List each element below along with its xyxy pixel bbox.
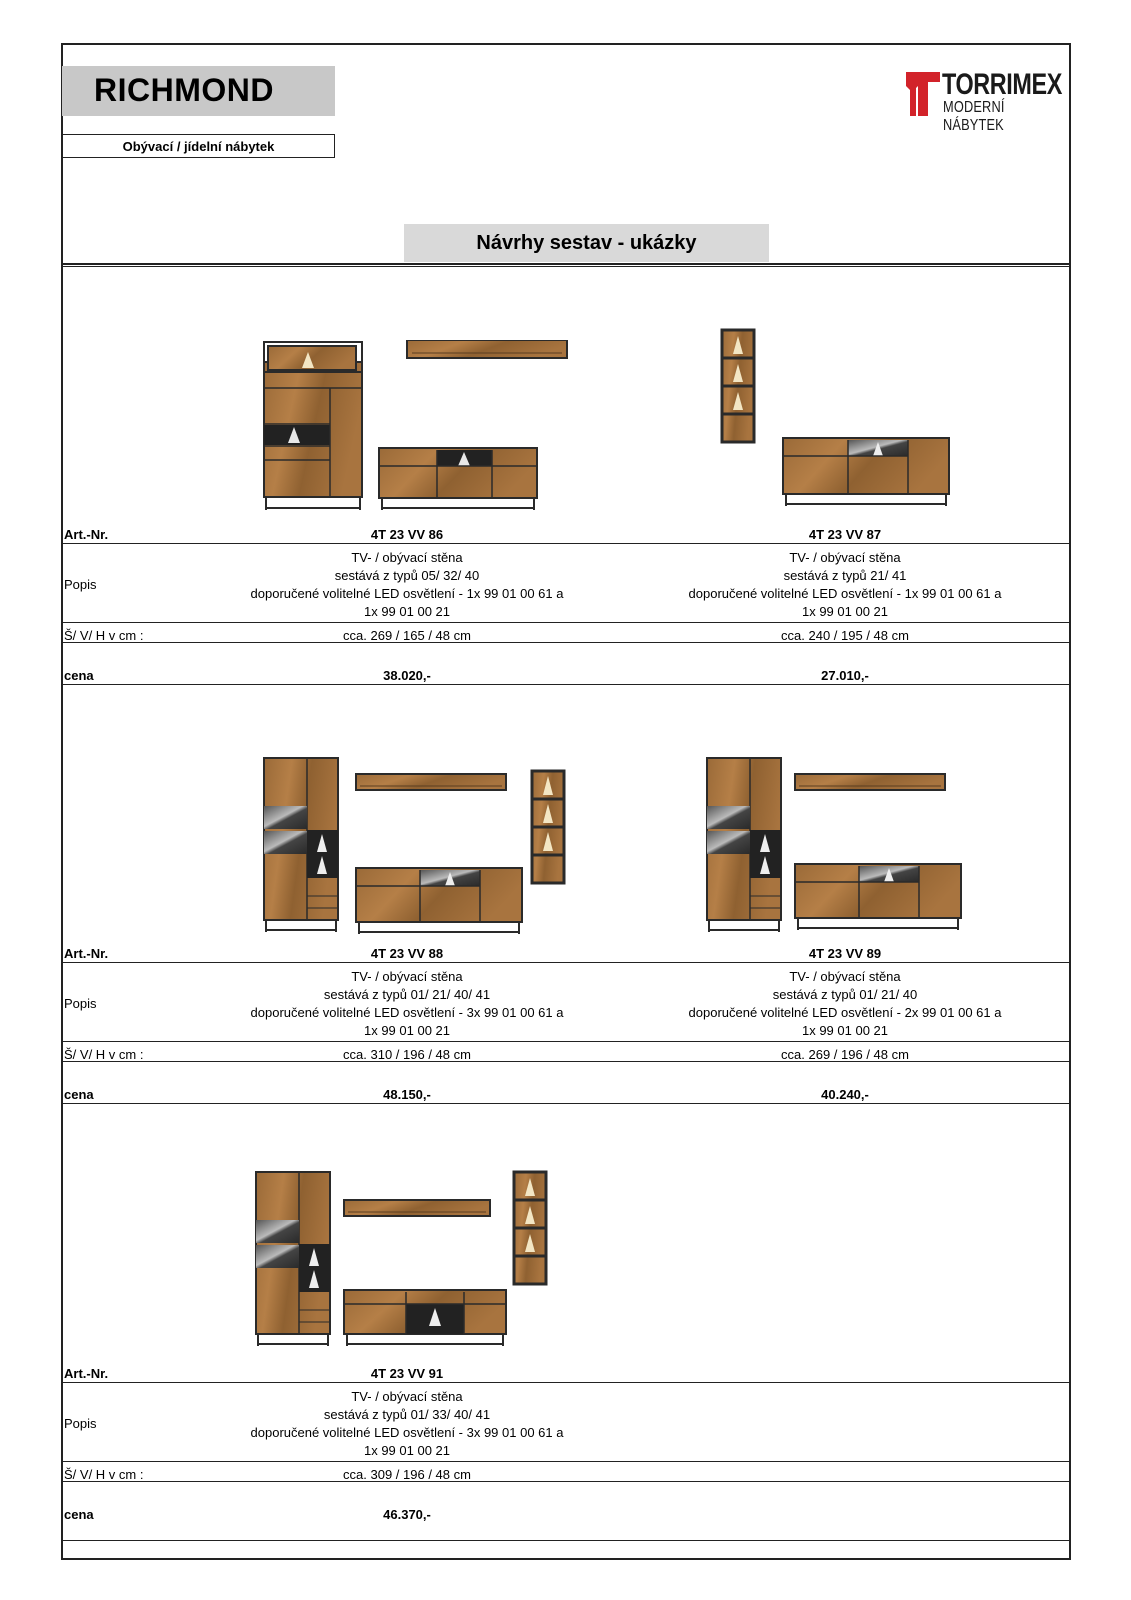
product-types: sestává z typů 01/ 21/ 40/ 41	[323, 987, 491, 1002]
product-description	[645, 549, 1045, 621]
dims-label: Š/ V/ H v cm :	[64, 1047, 144, 1062]
product-image-4t23vv89	[705, 756, 970, 938]
torrimex-logo	[906, 68, 1066, 134]
category-subtitle: Obývací / jídelní nábytek	[62, 134, 335, 158]
product-dimensions: cca. 269 / 196 / 48 cm	[781, 1047, 909, 1062]
product-led-2: 1x 99 01 00 21	[363, 1023, 451, 1038]
popis-label: Popis	[64, 577, 97, 592]
product-description	[207, 968, 607, 1040]
divider	[62, 1061, 1070, 1062]
divider	[62, 1481, 1070, 1482]
product-image-4t23vv87	[720, 328, 960, 508]
product-image-4t23vv91	[254, 1170, 554, 1350]
section-title: Návrhy sestav - ukázky	[404, 224, 769, 262]
divider	[62, 1041, 1070, 1042]
divider	[62, 1540, 1070, 1541]
product-types: sestává z typů 05/ 32/ 40	[334, 568, 480, 583]
product-price: 27.010,-	[821, 668, 869, 683]
art-label: Art.-Nr.	[64, 946, 109, 961]
product-types: sestává z typů 21/ 41	[783, 568, 907, 583]
art-label: Art.-Nr.	[64, 1366, 109, 1381]
product-led-2: 1x 99 01 00 21	[801, 1023, 889, 1038]
product-led-2: 1x 99 01 00 21	[363, 604, 451, 619]
divider	[62, 543, 1070, 544]
torrimex-logo-icon	[906, 72, 940, 116]
logo-tagline: MODERNÍ NÁBYTEK	[943, 99, 1005, 134]
popis-label: Popis	[64, 1416, 97, 1431]
divider	[62, 263, 1070, 265]
product-dimensions: cca. 310 / 196 / 48 cm	[343, 1047, 471, 1062]
divider	[62, 622, 1070, 623]
divider	[62, 1103, 1070, 1104]
product-dimensions: cca. 309 / 196 / 48 cm	[343, 1467, 471, 1482]
product-dimensions: cca. 240 / 195 / 48 cm	[781, 628, 909, 643]
divider	[62, 962, 1070, 963]
product-dimensions: cca. 269 / 165 / 48 cm	[343, 628, 471, 643]
product-price: 38.020,-	[383, 668, 431, 683]
art-number: 4T 23 VV 89	[808, 946, 882, 961]
product-led: doporučené volitelné LED osvětlení - 3x 99 01 00 61 a	[250, 1005, 564, 1020]
product-description	[207, 1388, 607, 1460]
divider	[62, 1382, 1070, 1383]
divider	[62, 266, 1070, 267]
product-types: sestává z typů 01/ 21/ 40	[772, 987, 918, 1002]
product-price: 48.150,-	[383, 1087, 431, 1102]
product-name: TV- / obývací stěna	[789, 550, 901, 565]
product-led: doporučené volitelné LED osvětlení - 1x 99 01 00 61 a	[250, 586, 564, 601]
product-name: TV- / obývací stěna	[351, 969, 463, 984]
art-label: Art.-Nr.	[64, 527, 109, 542]
product-image-4t23vv88	[262, 756, 572, 938]
product-led-2: 1x 99 01 00 21	[801, 604, 889, 619]
divider	[62, 1461, 1070, 1462]
dims-label: Š/ V/ H v cm :	[64, 1467, 144, 1482]
product-led: doporučené volitelné LED osvětlení - 2x 99 01 00 61 a	[688, 1005, 1002, 1020]
product-image-4t23vv86	[262, 340, 577, 510]
price-label: cena	[64, 1087, 94, 1102]
product-price: 40.240,-	[821, 1087, 869, 1102]
product-types: sestává z typů 01/ 33/ 40/ 41	[323, 1407, 491, 1422]
product-led: doporučené volitelné LED osvětlení - 1x 99 01 00 61 a	[688, 586, 1002, 601]
product-led-2: 1x 99 01 00 21	[363, 1443, 451, 1458]
popis-label: Popis	[64, 996, 97, 1011]
divider	[62, 642, 1070, 643]
art-number: 4T 23 VV 87	[808, 527, 882, 542]
product-led: doporučené volitelné LED osvětlení - 3x 99 01 00 61 a	[250, 1425, 564, 1440]
price-label: cena	[64, 668, 94, 683]
art-number: 4T 23 VV 88	[370, 946, 444, 961]
art-number: 4T 23 VV 91	[370, 1366, 444, 1381]
product-description	[645, 968, 1045, 1040]
product-name: TV- / obývací stěna	[789, 969, 901, 984]
divider	[62, 684, 1070, 685]
art-number: 4T 23 VV 86	[370, 527, 444, 542]
brand-title: RICHMOND	[94, 72, 274, 108]
product-description	[207, 549, 607, 621]
dims-label: Š/ V/ H v cm :	[64, 628, 144, 643]
product-name: TV- / obývací stěna	[351, 1389, 463, 1404]
product-price: 46.370,-	[383, 1507, 431, 1522]
product-name: TV- / obývací stěna	[351, 550, 463, 565]
price-label: cena	[64, 1507, 94, 1522]
logo-name: TORRIMEX	[942, 68, 1062, 101]
